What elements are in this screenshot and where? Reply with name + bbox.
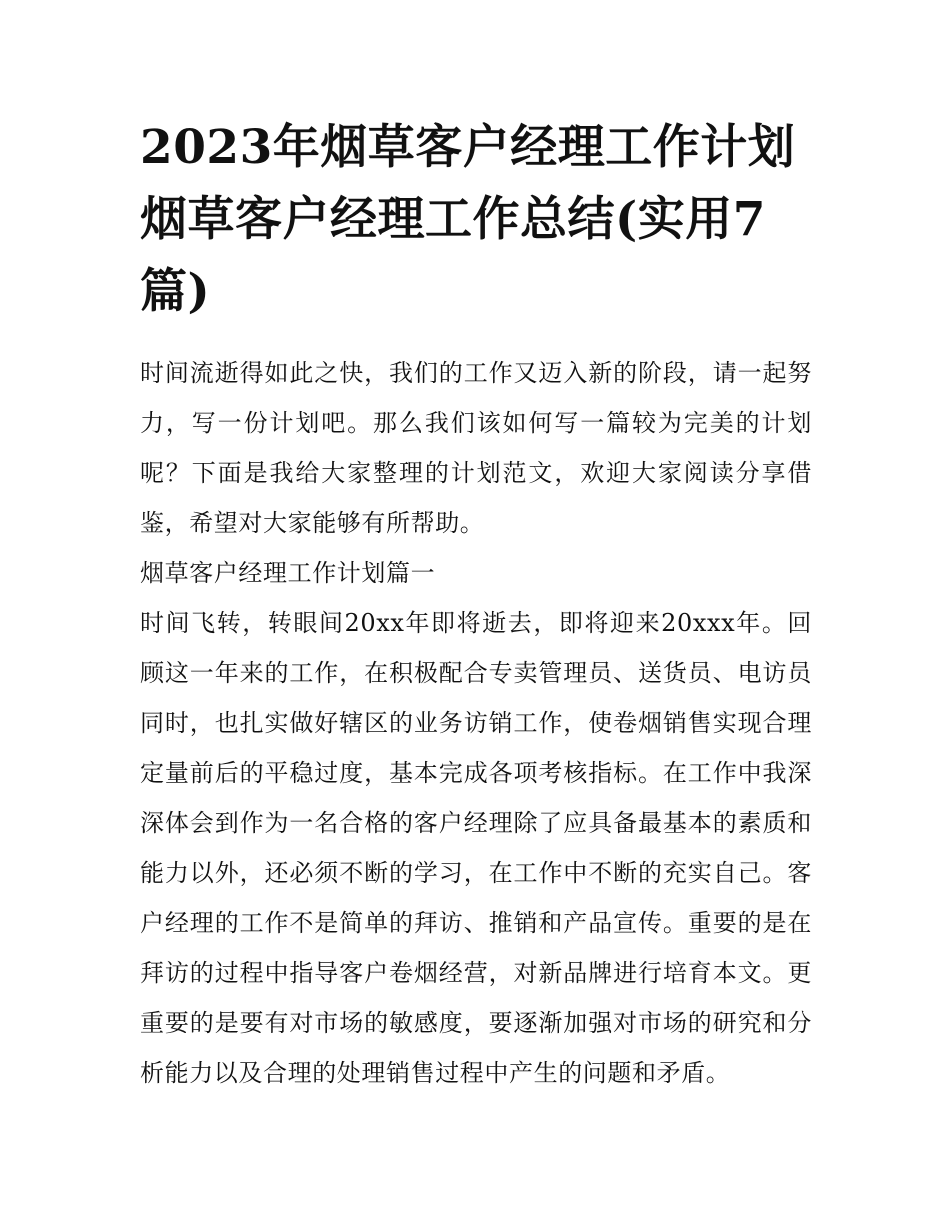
section-heading: 烟草客户经理工作计划篇一 [140, 559, 436, 587]
body-paragraph: 时间飞转，转眼间20xx年即将逝去，即将迎来20xxx年。回顾这一年来的工作，在积极配合专卖管理员、送货员、电访员同时，也扎实做好辖区的业务访销工作，使卷烟销售实现合理定量前后的平稳过度，基本完成各项考核指标。在工作中我深深体会到作为一名合格的客户经理除了应具备最基本的素质和能力以外，还必须不断的学习，在工作中不断的充实自己。客户经理的工作不是简单的拜访、推销和产品宣传。重要的是在拜访的过程中指导客户卷烟经营，对新品牌进行培育本文。更重要的是要有对市场的敏感度，要逐渐加强对市场的研究和分析能力以及合理的处理销售过程中产生的问题和矛盾。 [140, 609, 812, 1087]
intro-paragraph: 时间流逝得如此之快，我们的工作又迈入新的阶段，请一起努力，写一份计划吧。那么我们该如何写一篇较为完美的计划呢？下面是我给大家整理的计划范文，欢迎大家阅读分享借鉴，希望对大家能够有所帮助。 [140, 359, 812, 537]
document-title: 2023年烟草客户经理工作计划 烟草客户经理工作总结(实用7篇) [140, 120, 796, 319]
